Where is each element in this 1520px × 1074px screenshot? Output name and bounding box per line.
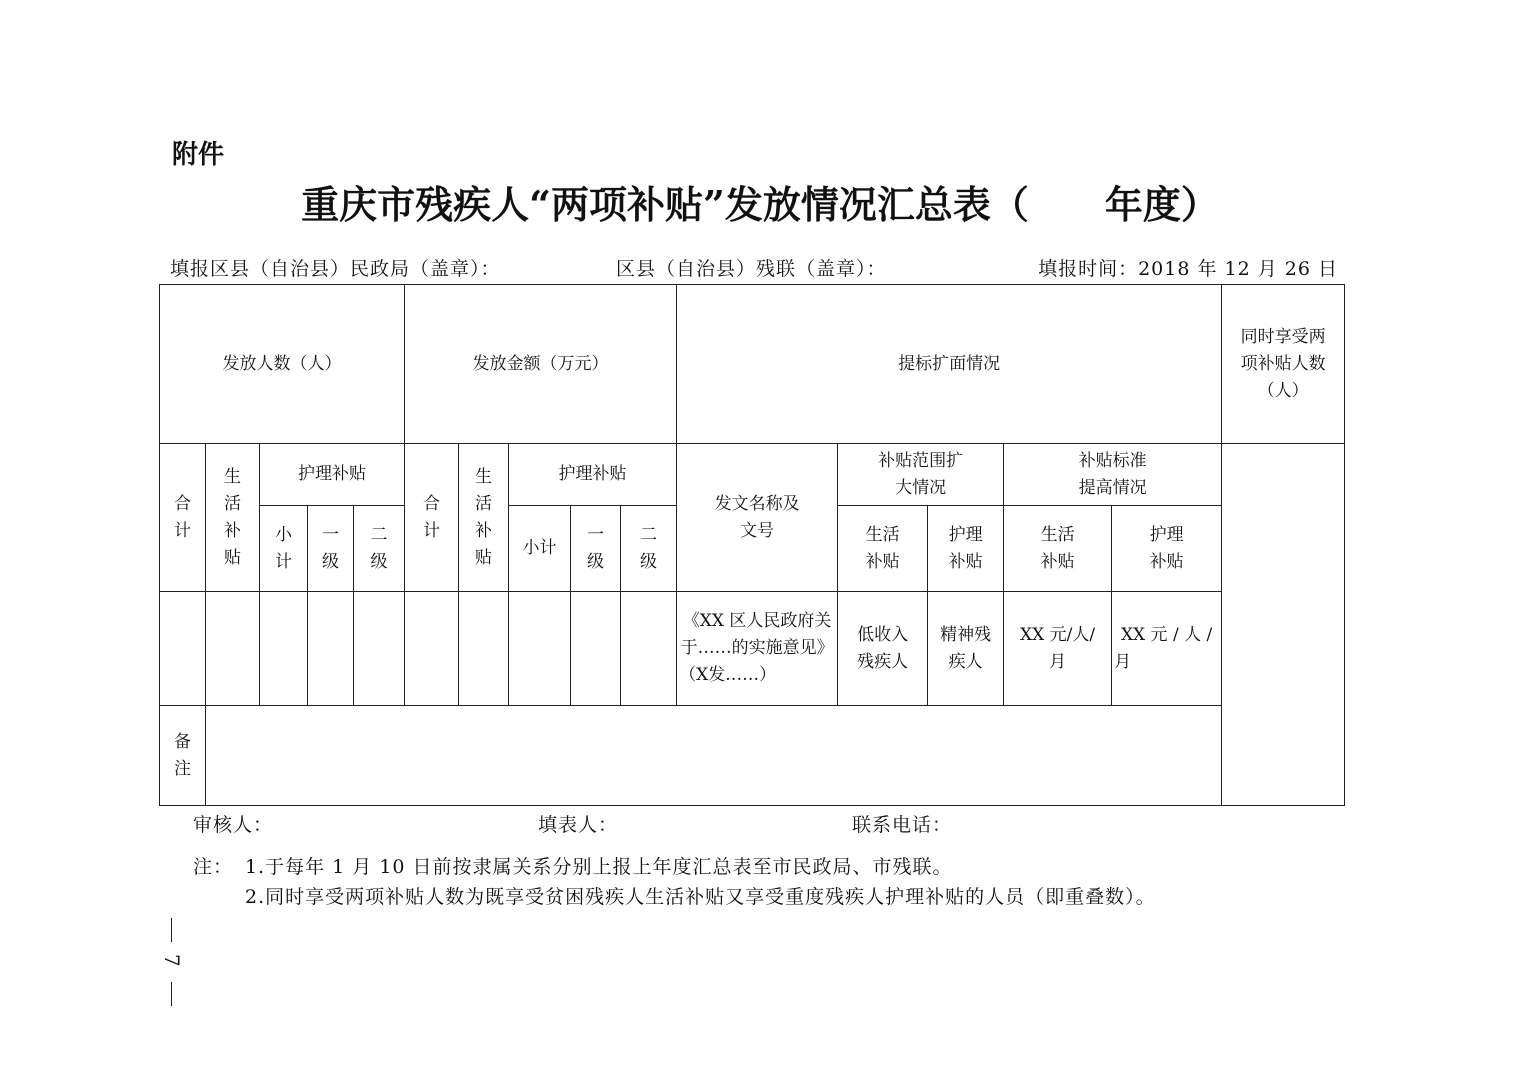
header-amount-level2 bbox=[621, 506, 677, 592]
table-subheader-row bbox=[160, 444, 1345, 506]
cell-std-nursing: XX 元 / 人 / 月 bbox=[1112, 592, 1222, 706]
remarks-cell bbox=[206, 706, 1345, 806]
header-amount-level1 bbox=[571, 506, 621, 592]
amount-total-text: 合计 bbox=[423, 493, 441, 541]
cell-scope-nursing: 精神残疾人 bbox=[928, 592, 1004, 706]
header-std-living: 生活补贴 bbox=[1004, 506, 1112, 592]
cell-empty bbox=[621, 592, 677, 706]
page-number-bar-top bbox=[171, 918, 172, 942]
cell-empty bbox=[354, 592, 405, 706]
remarks-text: 备注 bbox=[174, 731, 191, 779]
table-row bbox=[160, 592, 1345, 706]
county-dpf-label: 区县（自治县）残联（盖章）： bbox=[616, 258, 887, 280]
header-people-level2 bbox=[354, 506, 405, 592]
header-people-level1 bbox=[308, 506, 354, 592]
header-amount-subtotal: 小计 bbox=[509, 506, 571, 592]
page-title: 重庆市残疾人“两项补贴”发放情况汇总表（ 年度） bbox=[301, 182, 1219, 227]
note-item: 2.同时享受两项补贴人数为既享受贫困残疾人生活补贴又享受重度残疾人护理补贴的人员（即重叠数）。 bbox=[245, 886, 1156, 908]
cell-std-living: XX 元/人/月 bbox=[1004, 592, 1112, 706]
header-people-living bbox=[206, 444, 260, 592]
remarks-label bbox=[160, 706, 206, 806]
header-amount: 发放金额（万元） bbox=[405, 285, 677, 444]
amount-level1-text: 一级 bbox=[587, 524, 605, 572]
filler-label: 填表人： bbox=[538, 814, 619, 836]
note-item: 1.于每年 1 月 10 日前按隶属关系分别上报上年度汇总表至市民政局、市残联。 bbox=[245, 856, 953, 878]
remarks-row bbox=[160, 706, 1345, 806]
header-scope: 补贴范围扩大情况 bbox=[838, 444, 1004, 506]
people-subtotal-text: 小计 bbox=[275, 524, 292, 572]
table-header-row bbox=[160, 285, 1345, 444]
page-number-bar-bottom bbox=[171, 982, 172, 1006]
header-scope-nursing: 护理补贴 bbox=[928, 506, 1004, 592]
header-both: 同时享受两项补贴人数（人） bbox=[1222, 285, 1345, 444]
header-amount-nursing: 护理补贴 bbox=[509, 444, 677, 506]
cell-scope-living: 低收入残疾人 bbox=[838, 592, 928, 706]
header-scope-living: 生活补贴 bbox=[838, 506, 928, 592]
people-total-text: 合计 bbox=[174, 493, 191, 541]
note-label: 注： bbox=[193, 856, 234, 878]
cell-empty bbox=[571, 592, 621, 706]
people-level2-text: 二级 bbox=[370, 524, 388, 572]
cell-empty bbox=[206, 592, 260, 706]
header-doc-name: 发文名称及文号 bbox=[677, 444, 838, 592]
attachment-label: 附件 bbox=[172, 140, 225, 170]
phone-label: 联系电话： bbox=[852, 814, 953, 836]
page-number bbox=[160, 918, 184, 967]
header-amount-total bbox=[405, 444, 459, 592]
cell-doc: 《XX 区人民政府关于……的实施意见》（X发……） bbox=[677, 592, 838, 706]
cell-empty bbox=[405, 592, 459, 706]
header-amount-living bbox=[459, 444, 509, 592]
header-expansion: 提标扩面情况 bbox=[677, 285, 1222, 444]
cell-empty bbox=[160, 592, 206, 706]
people-level1-text: 一级 bbox=[322, 524, 339, 572]
header-standard: 补贴标准提高情况 bbox=[1004, 444, 1222, 506]
cell-empty bbox=[260, 592, 308, 706]
header-people-subtotal bbox=[260, 506, 308, 592]
auditor-label: 审核人： bbox=[193, 814, 274, 836]
summary-table bbox=[159, 284, 1345, 806]
cell-empty bbox=[308, 592, 354, 706]
page-number-digit: 7 bbox=[160, 954, 184, 967]
cell-empty bbox=[509, 592, 571, 706]
fill-county-label: 填报区县（自治县）民政局（盖章）： bbox=[170, 258, 501, 280]
cell-empty bbox=[459, 592, 509, 706]
people-living-text: 生活补贴 bbox=[224, 466, 241, 568]
amount-level2-text: 二级 bbox=[640, 524, 658, 572]
header-std-nursing: 护理补贴 bbox=[1112, 506, 1222, 592]
header-people-total bbox=[160, 444, 206, 592]
fill-date-label: 填报时间：2018 年 12 月 26 日 bbox=[1038, 258, 1338, 280]
amount-living-text: 生活补贴 bbox=[475, 466, 493, 568]
header-people-nursing: 护理补贴 bbox=[260, 444, 405, 506]
header-people: 发放人数（人） bbox=[160, 285, 405, 444]
